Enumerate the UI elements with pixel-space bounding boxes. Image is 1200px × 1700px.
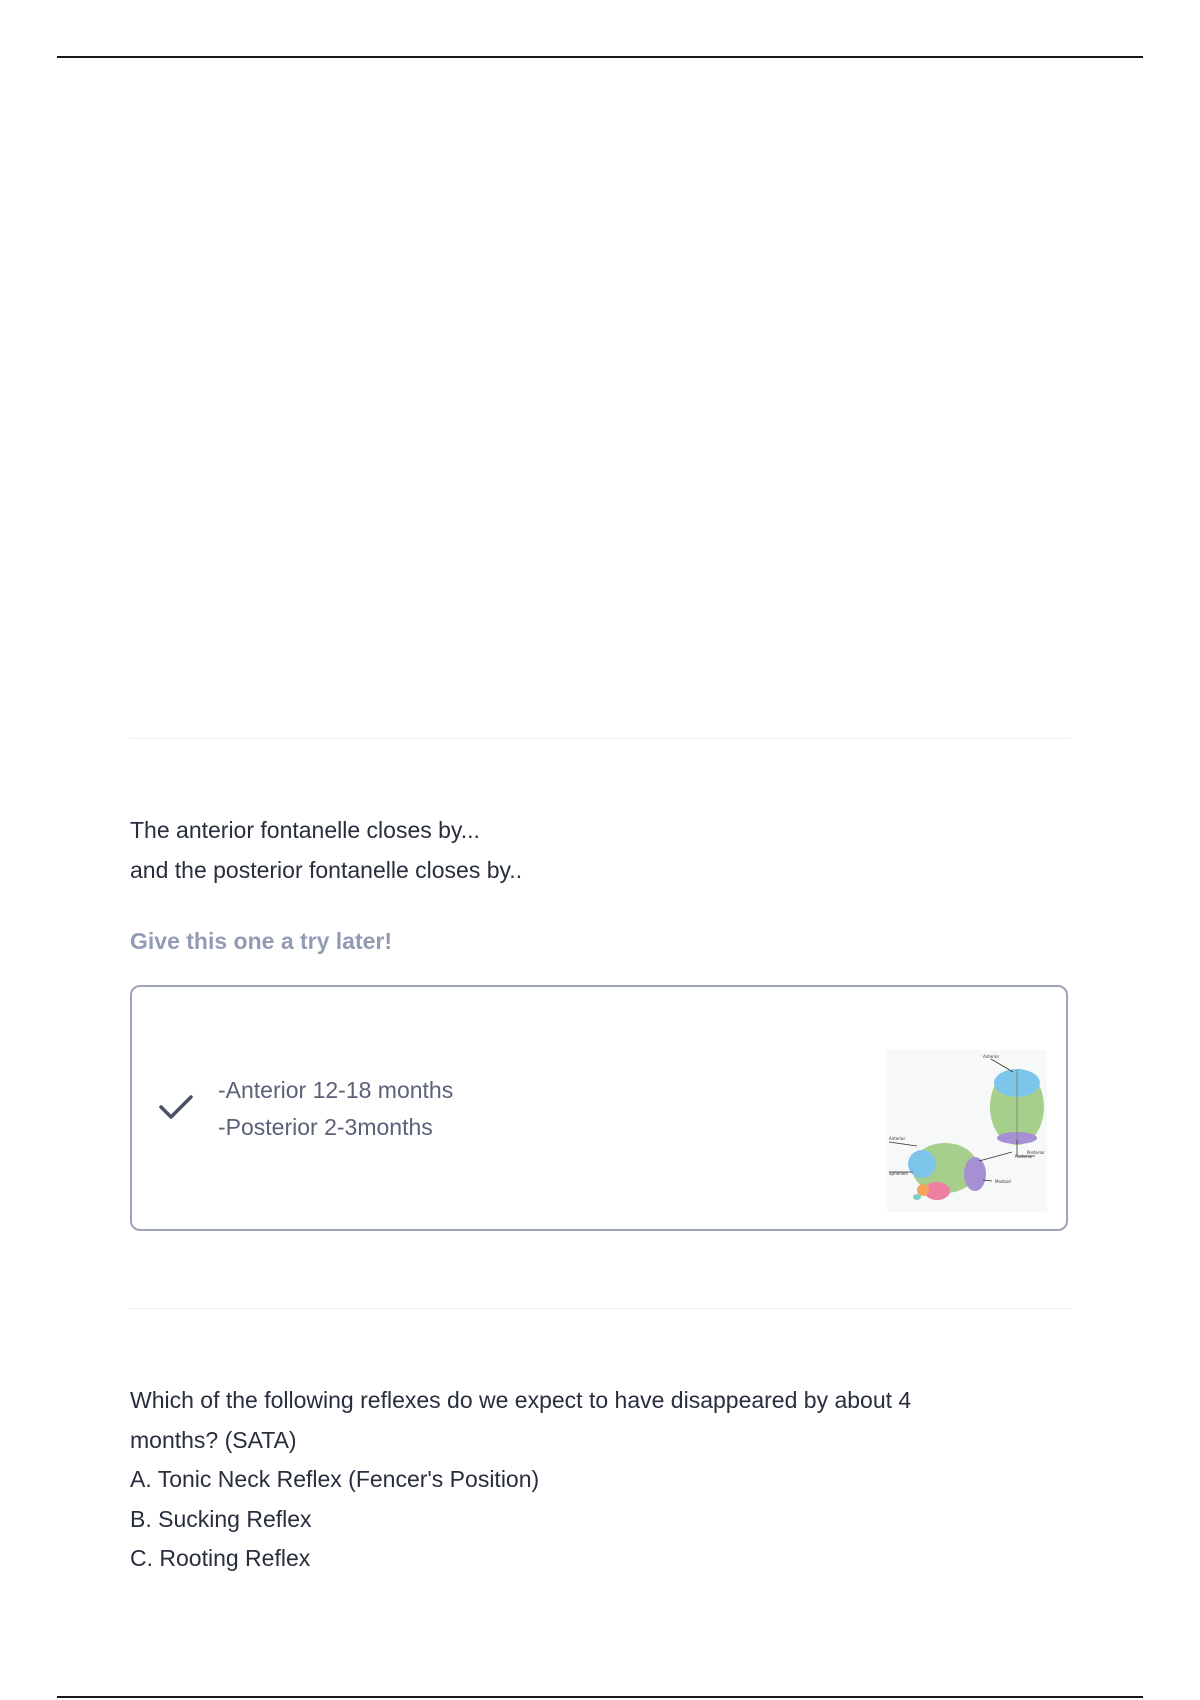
image-label: Posterior	[1027, 1150, 1045, 1155]
page-bottom-rule	[57, 1696, 1143, 1698]
image-label: Mastoid	[995, 1179, 1011, 1184]
skull-fontanelle-image[interactable]	[887, 1050, 1047, 1212]
question-line: and the posterior fontanelle closes by..	[130, 856, 523, 883]
option-a: A. Tonic Neck Reflex (Fencer's Position)	[130, 1466, 540, 1492]
flashcard-question	[130, 1381, 1070, 1579]
question-line: The anterior fontanelle closes by...	[130, 817, 480, 843]
flashcard-question	[130, 811, 1070, 890]
image-label: Posterior	[1015, 1154, 1033, 1159]
check-icon	[158, 1093, 194, 1121]
answer-text	[218, 1072, 453, 1146]
option-c: C. Rooting Reflex	[130, 1545, 311, 1571]
try-later-hint: Give this one a try later!	[130, 928, 393, 954]
option-b: B. Sucking Reflex	[130, 1505, 312, 1532]
page-top-rule	[57, 56, 1143, 58]
answer-card	[130, 985, 1068, 1231]
question-line: months? (SATA)	[130, 1426, 297, 1453]
image-label: Sphenoid	[889, 1171, 908, 1176]
section-divider	[130, 738, 1070, 739]
question-line: Which of the following reflexes do we expect to have disappeared by about 4	[130, 1387, 912, 1413]
section-divider	[130, 1308, 1070, 1309]
answer-line: -Posterior 2-3months	[218, 1114, 433, 1140]
image-label: Anterior	[983, 1054, 1000, 1059]
image-label: Anterior	[889, 1136, 906, 1141]
answer-line: -Anterior 12-18 months	[218, 1077, 454, 1103]
